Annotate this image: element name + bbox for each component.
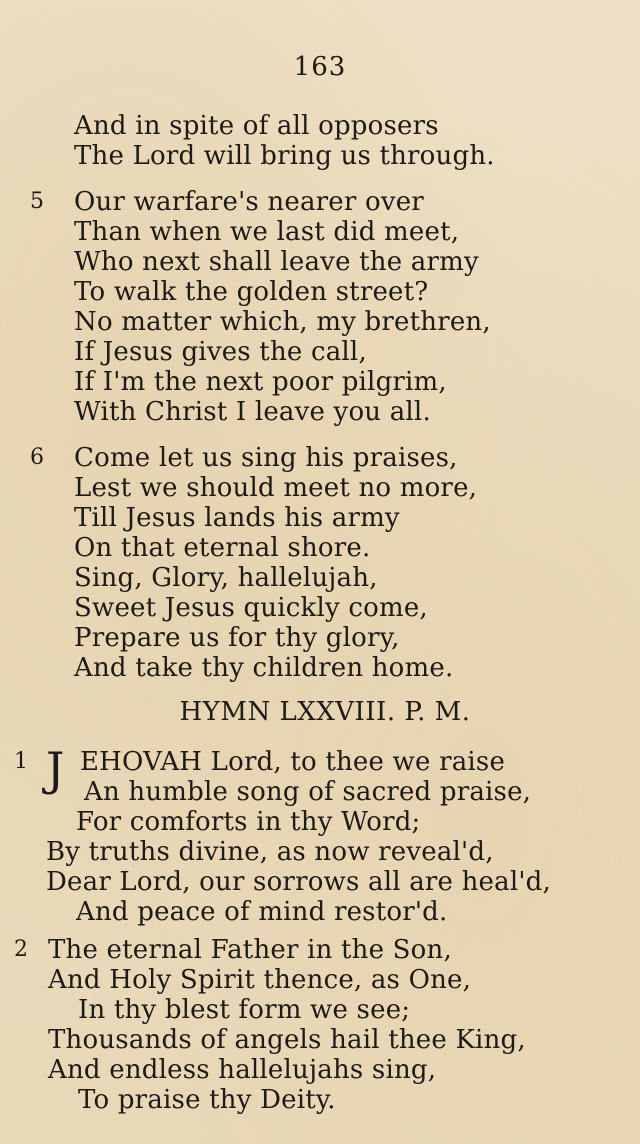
verse-line: And Holy Spirit thence, as One, [48, 965, 472, 995]
verse-line: An humble song of sacred praise, [84, 777, 532, 807]
verse-number: 2 [14, 937, 28, 962]
verse-line: Our warfare's nearer over [74, 187, 424, 217]
verse-number: 1 [14, 749, 28, 774]
verse-line: If I'm the next poor pilgrim, [74, 367, 447, 397]
verse-line: Who next shall leave the army [74, 247, 479, 277]
verse-line: To walk the golden street? [74, 277, 429, 307]
verse-line: Prepare us for thy glory, [74, 623, 400, 653]
verse-line: To praise thy Deity. [78, 1085, 336, 1115]
verse-line: The Lord will bring us through. [74, 141, 495, 171]
verse-line: Sing, Glory, hallelujah, [74, 563, 378, 593]
verse-line: If Jesus gives the call, [74, 337, 367, 367]
verse-line: And peace of mind restor'd. [76, 897, 448, 927]
verse-line: For comforts in thy Word; [76, 807, 421, 837]
verse-line: In thy blest form we see; [78, 995, 411, 1025]
verse-line: Dear Lord, our sorrows all are heal'd, [46, 867, 551, 897]
verse-line: Lest we should meet no more, [74, 473, 478, 503]
verse-line: Come let us sing his praises, [74, 443, 458, 473]
verse-line: And endless hallelujahs sing, [48, 1055, 437, 1085]
verse-line: Than when we last did meet, [74, 217, 460, 247]
verse-line: EHOVAH Lord, to thee we raise [80, 747, 506, 777]
verse-line: With Christ I leave you all. [74, 397, 431, 427]
drop-cap: J [46, 742, 65, 796]
verse-number: 6 [30, 445, 44, 470]
verse-line: On that eternal shore. [74, 533, 371, 563]
page-number: 163 [293, 52, 347, 82]
verse-number: 5 [30, 189, 44, 214]
verse-line: By truths divine, as now reveal'd, [46, 837, 494, 867]
verse-line: Sweet Jesus quickly come, [74, 593, 428, 623]
verse-line: And take thy children home. [74, 653, 454, 683]
verse-line: Till Jesus lands his army [74, 503, 400, 533]
verse-line: Thousands of angels hail thee King, [48, 1025, 526, 1055]
hymn-title: HYMN LXXVIII. P. M. [179, 697, 471, 727]
verse-line: And in spite of all opposers [74, 111, 439, 141]
verse-line: The eternal Father in the Son, [48, 935, 452, 965]
verse-line: No matter which, my brethren, [74, 307, 491, 337]
